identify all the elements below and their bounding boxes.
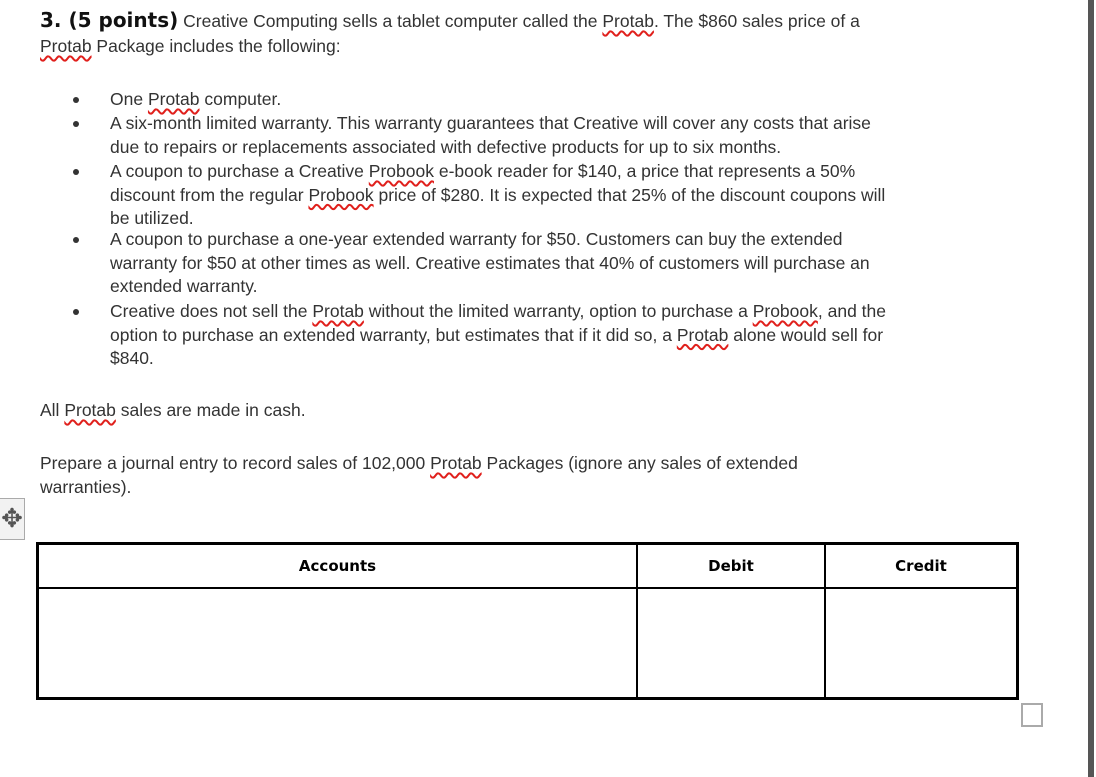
bullet-icon [73,169,79,175]
journal-entry-table [36,542,1019,700]
bullet-2-line: A six-month limited warranty. This warranty guarantees that Creative will cover any costs that arise [110,113,871,133]
header-accounts: Accounts [38,544,638,589]
bullet-5-line: option to purchase an extended warranty, but estimates that if it did so, a Protab alone would sell for [110,324,884,345]
misspelled-word[interactable]: Protab [64,400,116,420]
bullet-3-line: A coupon to purchase a Creative Probook e-book reader for $140, a price that represents a 50% [110,161,856,181]
move-handle-icon[interactable]: ✥ [0,498,25,540]
task-line-2: warranties). [40,477,132,497]
credit-cell[interactable] [825,588,1018,699]
bullet-5-line: $840. [110,348,154,368]
bullet-4-line: A coupon to purchase a one-year extended warranty for $50. Customers can buy the extended [110,229,843,249]
misspelled-word[interactable]: Protab [40,36,92,56]
header-debit: Debit [637,544,825,589]
misspelled-word[interactable]: Protab [430,453,482,473]
table-header-row [38,544,1018,589]
bullet-2-line: due to repairs or replacements associated with defective products for up to six months. [110,136,782,157]
accounts-cell[interactable] [38,588,638,699]
scrollbar[interactable] [1088,0,1094,777]
bullet-3-line: be utilized. [110,208,194,228]
question-line-1: 3. (5 points) Creative Computing sells a tablet computer called the Protab. The $860 sales price of a [40,8,860,32]
misspelled-word[interactable]: Protab [312,301,364,321]
question-number: 3. (5 points) [40,8,179,32]
task-line-1: Prepare a journal entry to record sales of 102,000 Protab Packages (ignore any sales of extended [40,453,798,473]
bullet-icon [73,309,79,315]
resize-handle-icon[interactable] [1021,703,1043,727]
misspelled-word[interactable]: Probook [308,184,374,205]
header-credit: Credit [825,544,1018,589]
bullet-4-line: warranty for $50 at other times as well. Creative estimates that 40% of customers will purchase an [110,252,870,273]
misspelled-word[interactable]: Probook [752,301,818,321]
table-row [38,588,1018,699]
bullet-icon [73,97,79,103]
misspelled-word[interactable]: Protab [602,11,654,31]
cash-note: All Protab sales are made in cash. [40,400,306,420]
question-line-2: Protab Package includes the following: [40,36,341,56]
bullet-3-line: discount from the regular Probook price of $280. It is expected that 25% of the discount coupons will [110,184,886,205]
debit-cell[interactable] [637,588,825,699]
bullet-4-line: extended warranty. [110,276,258,296]
bullet-1-line: One Protab computer. [110,89,282,109]
bullet-icon [73,237,79,243]
misspelled-word[interactable]: Probook [368,161,434,181]
misspelled-word[interactable]: Protab [147,89,200,109]
bullet-icon [73,121,79,127]
misspelled-word[interactable]: Protab [676,324,729,345]
bullet-5-line: Creative does not sell the Protab without the limited warranty, option to purchase a Probook, and the [110,301,886,321]
